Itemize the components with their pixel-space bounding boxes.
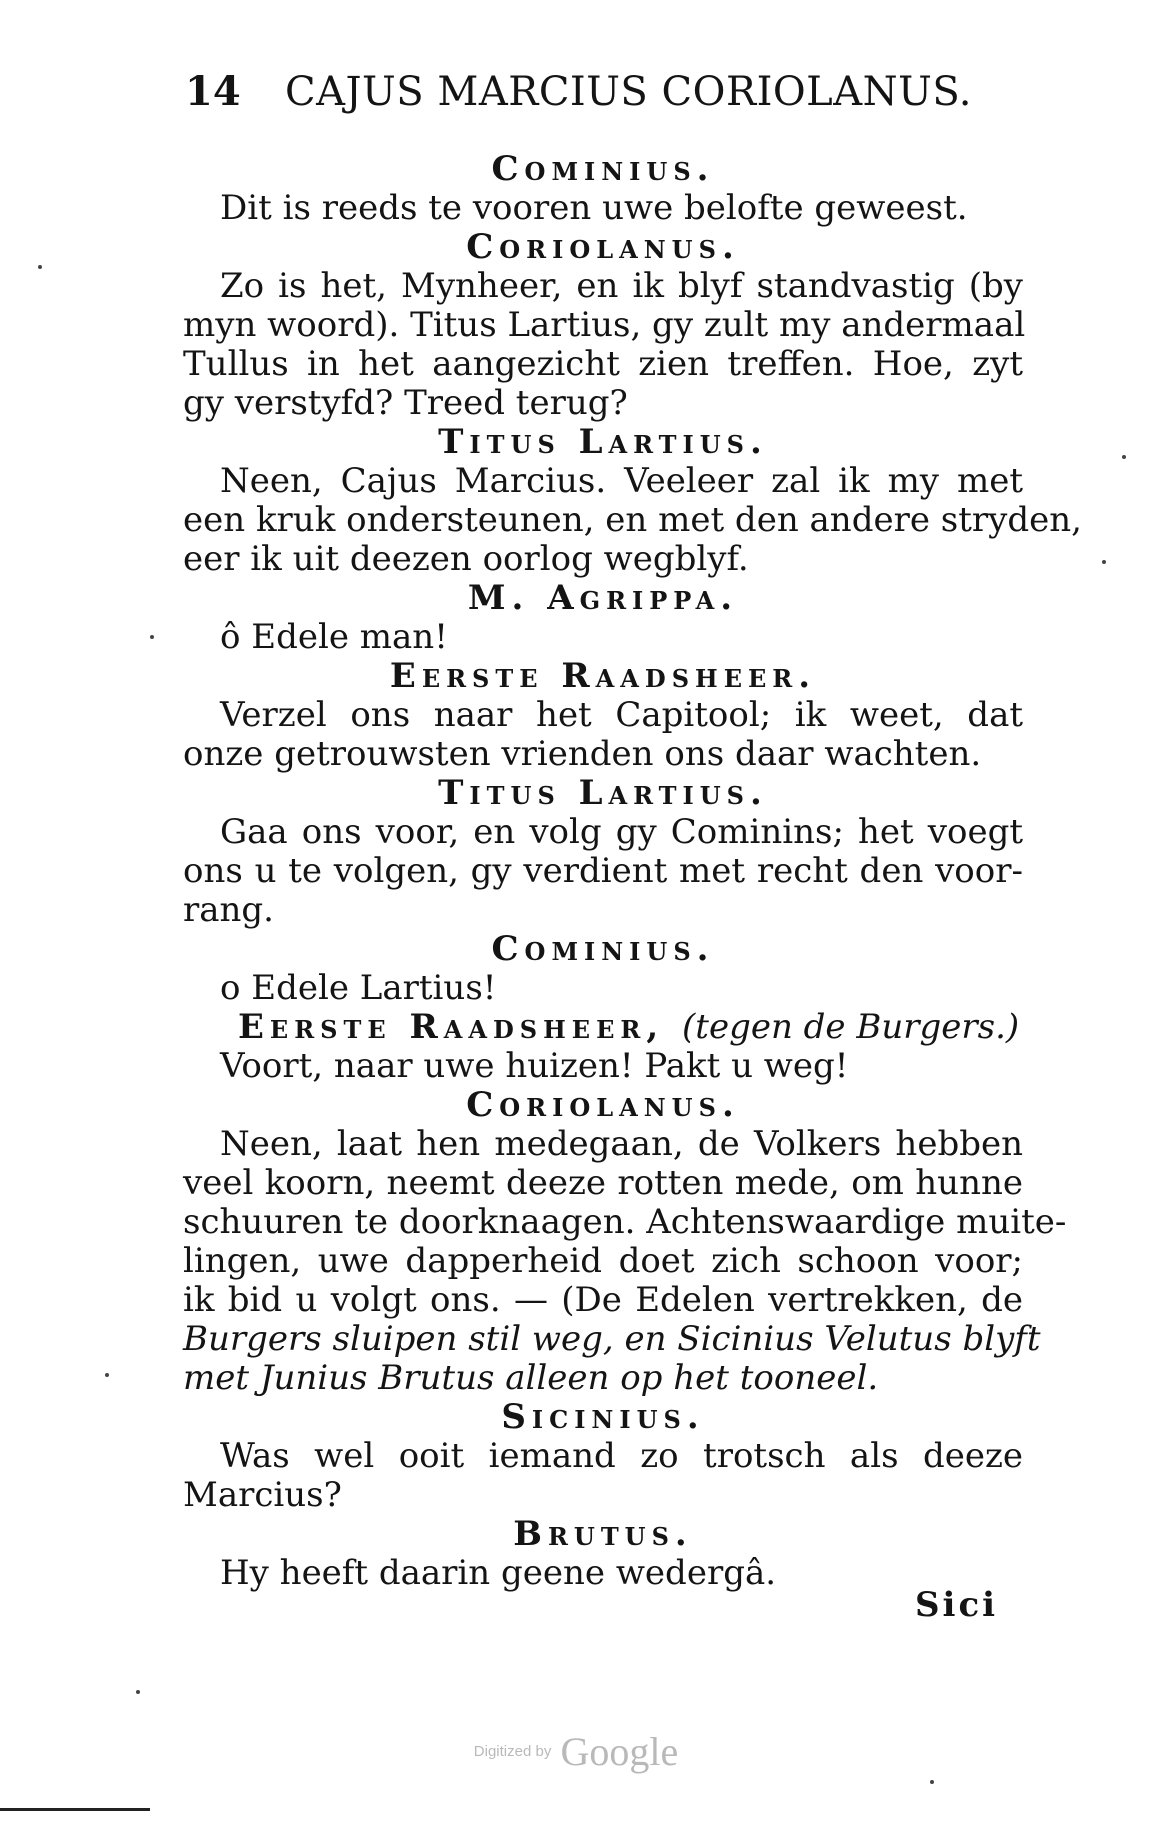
- print-speck: [150, 635, 154, 639]
- speech-line: ô Edele man!: [220, 617, 448, 657]
- stage-direction: (tegen de Burgers.): [682, 1007, 1020, 1047]
- speaker-label: Eerste Raadsheer.: [389, 656, 817, 696]
- bottom-rule: [0, 1808, 150, 1811]
- print-speck: [105, 1373, 109, 1377]
- speaker-name: [183, 657, 1023, 696]
- catchword: Sici: [915, 1585, 999, 1625]
- speech-line: myn woord). Titus Lartius, gy zult my andermaal: [183, 305, 1026, 345]
- speaker-label: Brutus.: [513, 1514, 693, 1554]
- print-speck: [1102, 560, 1106, 564]
- speaker-name: [183, 774, 1023, 813]
- speech-line: Gaa ons voor, en volg gy Cominins; het voegt: [220, 812, 1023, 852]
- speech-line: ons u te volgen, gy verdient met recht den voor-: [183, 851, 1023, 891]
- speaker-name: [183, 579, 1023, 618]
- speech-line: gy verstyfd? Treed terug?: [183, 383, 628, 423]
- speaker-label: Titus Lartius.: [438, 422, 768, 462]
- running-title: CAJUS MARCIUS CORIOLANUS.: [285, 69, 973, 115]
- speaker-name: [183, 1515, 1023, 1554]
- speech-line: schuuren te doorknaagen. Achtenswaardige muite-: [183, 1202, 1067, 1242]
- speaker-name: [183, 150, 1023, 189]
- speech-line: eer ik uit deezen oorlog wegblyf.: [183, 539, 749, 579]
- speech-line: Zo is het, Mynheer, en ik blyf standvastig (by: [220, 266, 1023, 306]
- speech-line: Was wel ooit iemand zo trotsch als deeze: [220, 1436, 1023, 1476]
- speaker-label: Cominius.: [491, 149, 715, 189]
- speaker-label: Titus Lartius.: [438, 773, 768, 813]
- speech-line: Hy heeft daarin geene wedergâ.: [220, 1553, 777, 1593]
- speech-line: o Edele Lartius!: [220, 968, 497, 1008]
- running-head: [185, 62, 985, 122]
- speech-line: Burgers sluipen stil weg, en Sicinius Velutus blyft: [183, 1319, 1041, 1359]
- watermark-prefix: Digitized by: [473, 1743, 552, 1760]
- speech-line: lingen, uwe dapperheid doet zich schoon voor;: [183, 1241, 1023, 1281]
- speaker-label: Eerste Raadsheer,: [238, 1007, 665, 1047]
- speech-line: Tullus in het aangezicht zien treffen. Hoe, zyt: [183, 344, 1023, 384]
- speech-line: Neen, laat hen medegaan, de Volkers hebben: [220, 1124, 1023, 1164]
- print-speck: [38, 265, 42, 269]
- speaker-label: M. Agrippa.: [467, 578, 739, 618]
- play-text: [183, 149, 1082, 1593]
- speech-line: Dit is reeds te vooren uwe belofte geweest.: [220, 188, 968, 228]
- speech-line: Verzel ons naar het Capitool; ik weet, dat: [220, 695, 1023, 735]
- page-number: 14: [185, 68, 241, 115]
- speaker-label: Coriolanus.: [466, 227, 740, 267]
- print-speck: [1122, 455, 1126, 459]
- speaker-label: Cominius.: [491, 929, 715, 969]
- speaker-name: [183, 1008, 1023, 1047]
- speaker-label: Sicinius.: [501, 1397, 705, 1437]
- speech-line: Voort, naar uwe huizen! Pakt u weg!: [220, 1046, 849, 1086]
- speaker-name: [183, 1086, 1023, 1125]
- watermark-brand: Google: [560, 1729, 679, 1774]
- speaker-name: [183, 1398, 1023, 1437]
- speech-line: veel koorn, neemt deeze rotten mede, om hunne: [183, 1163, 1023, 1203]
- speaker-label: Coriolanus.: [466, 1085, 740, 1125]
- speech-line: Marcius?: [183, 1475, 342, 1515]
- speaker-name: [183, 930, 1023, 969]
- speech-line: Neen, Cajus Marcius. Veeleer zal ik my met: [220, 461, 1023, 501]
- print-speck: [930, 1780, 934, 1784]
- speech-line: rang.: [183, 890, 274, 930]
- speech-line: ik bid u volgt ons. — (De Edelen vertrekken, de: [183, 1280, 1023, 1320]
- speech-line: een kruk ondersteunen, en met den andere stryden,: [183, 500, 1082, 540]
- speaker-name: [183, 228, 1023, 267]
- digitization-watermark: [0, 1728, 1152, 1775]
- print-speck: [136, 1690, 140, 1694]
- speech-line: onze getrouwsten vrienden ons daar wachten.: [183, 734, 982, 774]
- speech-line: met Junius Brutus alleen op het tooneel.: [183, 1358, 879, 1398]
- speaker-name: [183, 423, 1023, 462]
